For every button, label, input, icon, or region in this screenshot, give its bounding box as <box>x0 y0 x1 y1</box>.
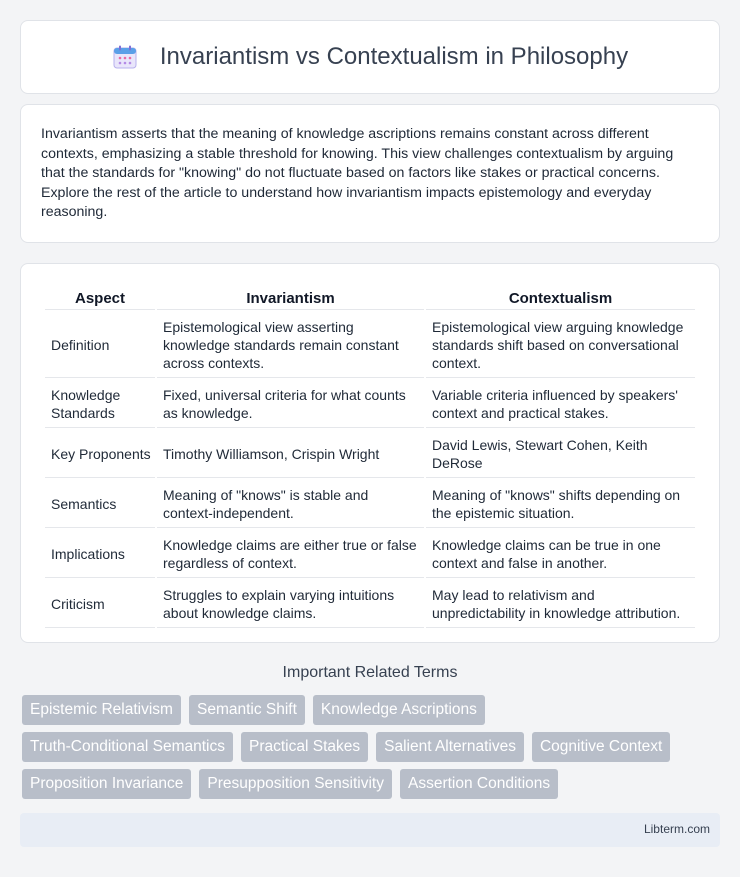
row-aspect: Implications <box>45 530 155 578</box>
tag-practical-stakes[interactable]: Practical Stakes <box>241 732 368 762</box>
table-row <box>45 430 695 478</box>
row-aspect: Knowledge Standards <box>45 380 155 428</box>
row-contextualism: Knowledge claims can be true in one context and false in another. <box>426 530 695 578</box>
row-invariantism: Fixed, universal criteria for what counts as knowledge. <box>157 380 424 428</box>
row-invariantism: Struggles to explain varying intuitions about knowledge claims. <box>157 580 424 628</box>
tag-truth-conditional-semantics[interactable]: Truth-Conditional Semantics <box>22 732 233 762</box>
footer <box>20 813 720 847</box>
footer-brand[interactable]: Libterm.com <box>643 822 710 836</box>
calendar-icon <box>112 44 138 70</box>
tag-proposition-invariance[interactable]: Proposition Invariance <box>22 769 191 799</box>
header-card <box>20 20 720 94</box>
tag-epistemic-relativism[interactable]: Epistemic Relativism <box>22 695 181 725</box>
row-contextualism: Variable criteria influenced by speakers' context and practical stakes. <box>426 380 695 428</box>
row-contextualism: Epistemological view arguing knowledge standards shift based on conversational context. <box>426 312 695 378</box>
row-aspect: Criticism <box>45 580 155 628</box>
tag-row <box>22 732 722 762</box>
tag-row <box>22 769 722 799</box>
header-contextualism: Contextualism <box>426 286 695 310</box>
table-row <box>45 312 695 378</box>
row-aspect: Key Proponents <box>45 430 155 478</box>
row-contextualism: David Lewis, Stewart Cohen, Keith DeRose <box>426 430 695 478</box>
row-invariantism: Knowledge claims are either true or false regardless of context. <box>157 530 424 578</box>
tag-semantic-shift[interactable]: Semantic Shift <box>189 695 305 725</box>
table-row <box>45 380 695 428</box>
related-terms <box>22 695 722 806</box>
related-terms-title: Important Related Terms <box>282 664 458 681</box>
table-header-row <box>45 286 695 310</box>
row-aspect: Definition <box>45 312 155 378</box>
table-row <box>45 480 695 528</box>
header-aspect: Aspect <box>45 286 155 310</box>
tag-presupposition-sensitivity[interactable]: Presupposition Sensitivity <box>199 769 392 799</box>
tag-knowledge-ascriptions[interactable]: Knowledge Ascriptions <box>313 695 485 725</box>
tag-salient-alternatives[interactable]: Salient Alternatives <box>376 732 524 762</box>
row-invariantism: Meaning of "knows" is stable and context-independent. <box>157 480 424 528</box>
table-row <box>45 580 695 628</box>
row-contextualism: May lead to relativism and unpredictability in knowledge attribution. <box>426 580 695 628</box>
tag-row <box>22 695 722 725</box>
comparison-table <box>43 284 697 630</box>
intro-text: Invariantism asserts that the meaning of knowledge ascriptions remains constant across different contexts, emphasizing a stable threshold for knowing. This view challenges contextualism by arguing that the standards for "knowing" do not fluctuate based on factors like stakes or practical concerns. Explore the rest of the article to understand how invariantism impacts epistemology and everyday reasoning. <box>41 126 674 221</box>
table-row <box>45 530 695 578</box>
row-aspect: Semantics <box>45 480 155 528</box>
row-invariantism: Timothy Williamson, Crispin Wright <box>157 430 424 478</box>
row-contextualism: Meaning of "knows" shifts depending on the epistemic situation. <box>426 480 695 528</box>
tag-cognitive-context[interactable]: Cognitive Context <box>532 732 670 762</box>
comparison-card <box>20 263 720 643</box>
page-title: Invariantism vs Contextualism in Philosophy <box>159 43 629 70</box>
row-invariantism: Epistemological view asserting knowledge standards remain constant across contexts. <box>157 312 424 378</box>
tag-assertion-conditions[interactable]: Assertion Conditions <box>400 769 558 799</box>
header-invariantism: Invariantism <box>157 286 424 310</box>
intro-card <box>20 104 720 243</box>
